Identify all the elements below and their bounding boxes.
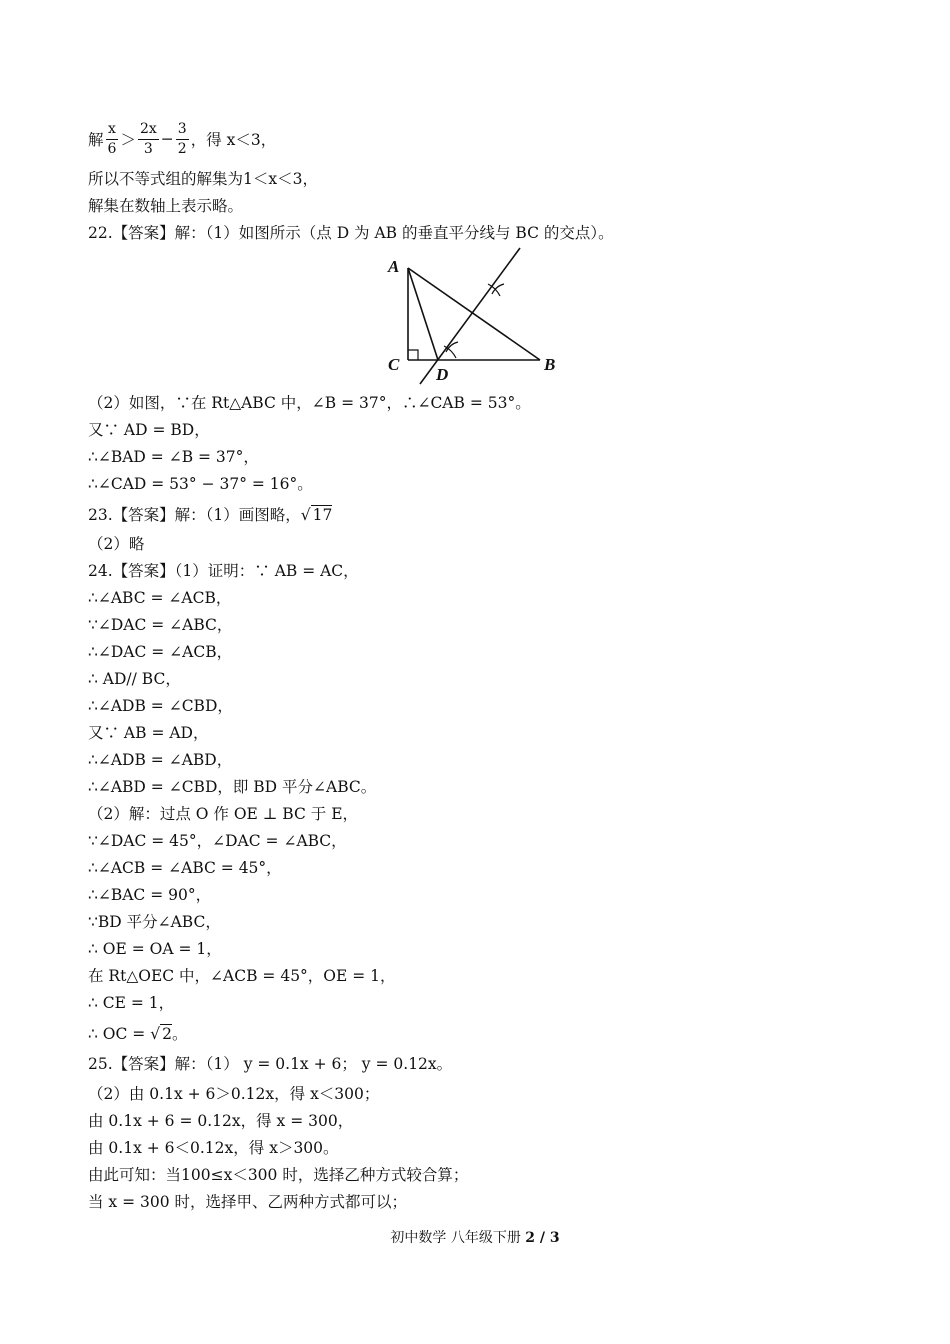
- fraction-denominator: 3: [143, 140, 153, 157]
- label-c: C: [388, 355, 400, 374]
- text-line: ∵∠DAC = 45°，∠DAC = ∠ABC，: [88, 832, 347, 850]
- text-segment: 。: [171, 1025, 188, 1043]
- text-line: ∴∠ABC = ∠ACB，: [88, 589, 232, 607]
- text-line: ∴∠ADB = ∠CBD，: [88, 697, 233, 715]
- text-segment: ∴ OC = √: [88, 1025, 161, 1043]
- text-line: ∴∠BAC = 90°，: [88, 886, 212, 904]
- text-line: ∵BD 平分∠ABC，: [88, 913, 221, 931]
- label-b: B: [544, 355, 556, 374]
- text-line: 当 x = 300 时，选择甲、乙两种方式都可以；: [88, 1193, 408, 1211]
- text-line: ∴∠DAC = ∠ACB，: [88, 643, 233, 661]
- fraction-denominator: 2: [177, 140, 187, 157]
- question-23-answer: [88, 505, 332, 525]
- text-line: ∴∠CAD = 53° − 37° = 16°。: [88, 475, 313, 493]
- fraction-x-over-6: [106, 120, 119, 159]
- page-footer: [0, 1227, 950, 1247]
- text-line: 所以不等式组的解集为1＜x＜3，: [88, 170, 318, 188]
- text-line: ∴∠ADB = ∠ABD，: [88, 751, 233, 769]
- text-line: 由此可知：当100≤x＜300 时，选择乙种方式较合算；: [88, 1166, 469, 1184]
- text-line: （2）由 0.1x + 6＞0.12x，得 x＜300；: [88, 1085, 380, 1103]
- fraction-2x-over-3: [138, 120, 159, 159]
- page-number: 2 / 3: [525, 1230, 560, 1246]
- text-line: （2）如图，∵在 Rt△ABC 中，∠B = 37°，∴∠CAB = 53°。: [88, 394, 531, 412]
- minus-sign: −: [160, 130, 174, 148]
- radicand: 2: [162, 1025, 172, 1043]
- text-line: 由 0.1x + 6＜0.12x，得 x＞300。: [88, 1139, 339, 1157]
- text-solve: 解: [88, 131, 104, 149]
- label-d: D: [436, 365, 449, 384]
- footer-text: 初中数学 八年级下册: [390, 1230, 521, 1246]
- fraction-3-over-2: [176, 120, 189, 159]
- greater-than-sign: ＞: [120, 131, 136, 149]
- question-25-answer: 25.【答案】解：（1） y = 0.1x + 6； y = 0.12x。: [88, 1055, 453, 1073]
- text-line: 在 Rt△OEC 中，∠ACB = 45°，OE = 1，: [88, 967, 396, 985]
- fraction-numerator: 2x: [138, 120, 159, 140]
- label-a: A: [388, 257, 400, 276]
- question-22-answer: 22.【答案】解：（1）如图所示（点 D 为 AB 的垂直平分线与 BC 的交点）。: [88, 224, 614, 242]
- triangle-figure: [380, 246, 570, 386]
- text-line: [88, 1024, 187, 1044]
- text-line: ∴∠BAD = ∠B = 37°，: [88, 448, 259, 466]
- text-line: （2）解：过点 O 作 OE ⊥ BC 于 E，: [88, 805, 359, 823]
- text-line: ∴∠ABD = ∠CBD，即 BD 平分∠ABC。: [88, 778, 377, 796]
- text-line: ∴∠ACB = ∠ABC = 45°，: [88, 859, 282, 877]
- text-line: 又∵ AD = BD，: [88, 421, 210, 439]
- text-line: 由 0.1x + 6 = 0.12x，得 x = 300，: [88, 1112, 354, 1130]
- text-line: ∴ CE = 1，: [88, 994, 175, 1012]
- inequality-line: [88, 114, 276, 164]
- text-line: ∵∠DAC = ∠ABC，: [88, 616, 233, 634]
- text-result: ，得 x＜3，: [190, 131, 277, 149]
- radicand: 17: [312, 506, 333, 524]
- fraction-numerator: x: [106, 120, 118, 140]
- question-24-answer: 24.【答案】（1）证明：∵ AB = AC，: [88, 562, 359, 580]
- text-segment: 23.【答案】解：（1）画图略，√: [88, 506, 311, 524]
- text-line: 又∵ AB = AD，: [88, 724, 209, 742]
- fraction-numerator: 3: [176, 120, 189, 140]
- fraction-denominator: 6: [107, 140, 117, 157]
- text-line: （2）略: [88, 535, 145, 553]
- text-line: 解集在数轴上表示略。: [88, 197, 244, 215]
- text-line: ∴ AD// BC，: [88, 670, 181, 688]
- text-line: ∴ OE = OA = 1，: [88, 940, 222, 958]
